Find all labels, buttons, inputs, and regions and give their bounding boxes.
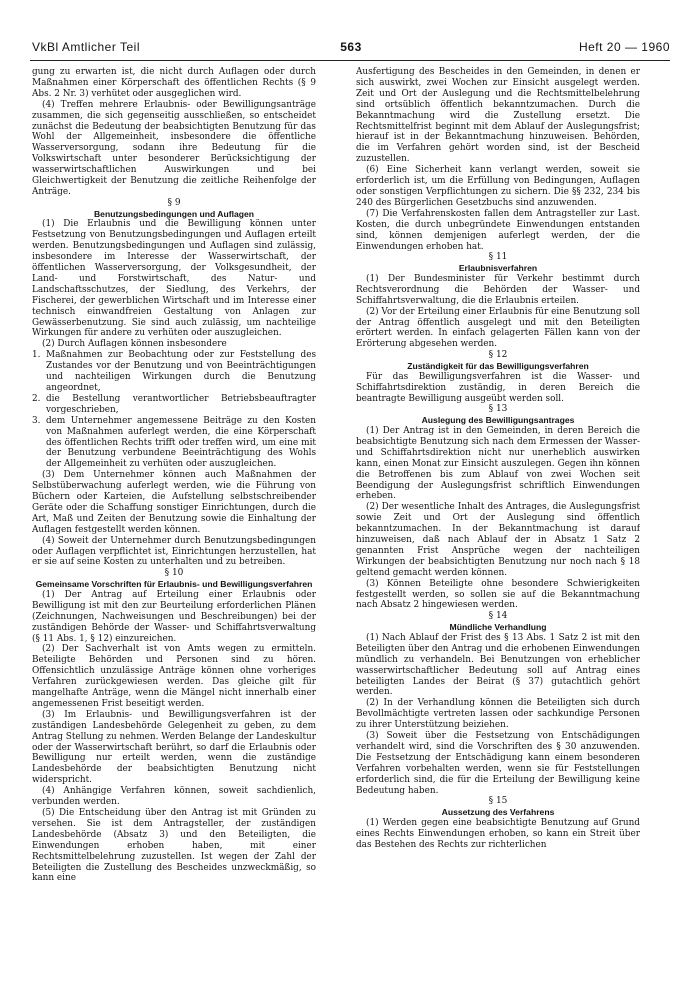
paragraph: (5) Die Entscheidung über den Antrag ist mit Gründen zu versehen. Sie ist dem Antragsteller, der zuständigen Landesbehörde (Absatz 3) und den Beteiligten, die Einwendungen erhoben haben, mit einer Rechtsmittelbelehrung zuzustellen. Ist wegen der Zahl der Beteiligten die Zustellung des Bescheides unzweckmäßig, so kann eine — [32, 808, 316, 884]
section-heading: Erlaubnisverfahren — [458, 263, 538, 274]
section-number: § 9 — [167, 197, 181, 208]
right-column — [356, 67, 640, 992]
paragraph: gung zu erwarten ist, die nicht durch Auflagen oder durch Maßnahmen einer Körperschaft des öffentlichen Rechts (§ 9 Abs. 2 Nr. 3) verhütet oder ausgeglichen wird. — [32, 67, 316, 99]
paragraph: (1) Die Erlaubnis und die Bewilligung können unter Festsetzung von Benutzungsbedingungen und Auflagen erteilt werden. Benutzungsbedingungen und Auflagen sind zulässig, insbesondere im Interesse der Wasserwirtschaft, der öffentlichen Wasserversorgung, der Volksgesundheit, der Land- und Forstwirtschaft, des Natur- und Landschaftsschutzes, der Siedlung, des Verkehrs, der Fischerei, der gewerblichen Wirtschaft und im Interesse einer technisch einwandfreien Gestaltung von Anlagen zur Gewässerbenutzung. Sie sind auch zulässig, um nachteilige Wirkungen für andere zu verhüten oder auszugleichen. — [32, 219, 316, 339]
paragraph: (3) Soweit über die Festsetzung von Entschädigungen verhandelt wird, sind die Vorschriften des § 30 anzuwenden. Die Festsetzung der Entschädigung kann einem besonderen Verfahren vorbehalten werden, wenn sie für Feststellungen erforderlich sind, die für die Erteilung der Bewilligung keine Bedeutung haben. — [356, 731, 640, 796]
paragraph: (2) Durch Auflagen können insbesondere — [42, 339, 227, 350]
list-text: die Bestellung verantwortlicher Betriebsbeauftragter vorgeschrieben, — [46, 393, 316, 415]
section-number: § 11 — [488, 252, 508, 263]
list-number: 3. — [32, 415, 41, 426]
section-heading: Mündliche Verhandlung — [449, 622, 547, 633]
publication-title: VkBl Amtlicher Teil — [32, 40, 140, 54]
section-heading: Gemeinsame Vorschriften für Erlaubnis- und Bewilligungsverfahren — [35, 579, 313, 590]
paragraph: Ausfertigung des Bescheides in den Gemeinden, in denen er sich auswirkt, zwei Wochen zur Einsicht ausgelegt werden. Zeit und Ort der Auslegung und die Rechtsmittelbelehrung sind ortsüblich öffentlich bekanntzumachen. Durch die Bekanntmachung wird die Zustellung ersetzt. Die Rechtsmittelfrist beginnt mit dem Ablauf der Auslegungsfrist; hierauf ist in der Bekanntmachung hinzuweisen. Behörden, die im Verfahren gehört worden sind, ist der Bescheid zuzustellen. — [356, 67, 640, 165]
paragraph: (2) Der wesentliche Inhalt des Antrages, die Auslegungsfrist sowie Zeit und Ort der Auslegung sind öffentlich bekanntzumachen. In der Bekanntmachung ist darauf hinzuweisen, daß nach Ablauf der in Absatz 1 Satz 2 genannten Frist Ansprüche wegen der nachteiligen Wirkungen der beabsichtigten Benutzung nur noch nach § 18 geltend gemacht werden können. — [356, 502, 640, 578]
paragraph: (6) Eine Sicherheit kann verlangt werden, soweit sie erforderlich ist, um die Erfüllung von Bedingungen, Auflagen oder sonstigen Verpflichtungen zu sichern. Die §§ 232, 234 bis 240 des Bürgerlichen Gesetzbuchs sind anzuwenden. — [356, 165, 640, 208]
page-header — [32, 40, 670, 60]
section-heading: Benutzungsbedingungen und Auflagen — [93, 208, 255, 219]
left-column — [32, 67, 316, 992]
section-heading: Aussetzung des Verfahrens — [441, 807, 555, 818]
section-number: § 15 — [488, 796, 508, 807]
page-number: 563 — [340, 40, 362, 54]
list-text: Maßnahmen zur Beobachtung oder zur Feststellung des Zustandes vor der Benutzung und von Beeinträchtigungen und nachteiligen Wirkungen durch die Benutzung angeordnet, — [46, 350, 316, 393]
paragraph: (1) Der Antrag ist in den Gemeinden, in deren Bereich die beabsichtigte Benutzung sich nach dem Ermessen der Wasser- und Schiffahrtsdirektion nicht nur unerheblich auswirken kann, einen Monat zur Einsicht auszulegen. Gegen ihn können die Betroffenen bis zum Ablauf von zwei Wochen seit Beendigung der Auslegungsfrist schriftlich Einwendungen erheben. — [356, 425, 640, 502]
header-rule — [30, 60, 670, 61]
paragraph: Für das Bewilligungsverfahren ist die Wasser- und Schiffahrtsdirektion zuständig, in deren Bereich die beantragte Bewilligung ausgeübt werden soll. — [356, 371, 640, 404]
paragraph: (2) Der Sachverhalt ist von Amts wegen zu ermitteln. Beteiligte Behörden und Personen sind zu hören. Offensichtlich unzulässige Anträge können ohne vorheriges Verfahren zurückgewiesen werden. Das gleiche gilt für mangelhafte Anträge, wenn die Mängel nicht innerhalb einer angemessenen Frist beseitigt werden. — [32, 644, 316, 709]
paragraph: (3) Dem Unternehmer können auch Maßnahmen der Selbstüberwachung auferlegt werden, wie die Führung von Büchern oder Karteien, die Aufstellung selbstschreibender Geräte oder die Schaffung sonstiger Einrichtungen, durch die Art, Maß und Zeiten der Benutzung sowie die Einhaltung der Auflagen festgestellt werden können. — [32, 470, 316, 535]
paragraph: (4) Soweit der Unternehmer durch Benutzungsbedingungen oder Auflagen verpflichtet ist, Einrichtungen herzustellen, hat er sie auf seine Kosten zu unterhalten und zu betreiben. — [32, 535, 316, 568]
section-heading: Auslegung des Bewilligungsantrages — [421, 415, 575, 426]
paragraph: (1) Nach Ablauf der Frist des § 13 Abs. 1 Satz 2 ist mit den Beteiligten über den Antrag und die erhobenen Einwendungen mündlich zu verhandeln. Bei Benutzungen von erheblicher wasserwirtschaftlicher Bedeutung soll auf Antrag eines beteiligten Landes der Beirat (§ 37) gutachtlich gehört werden. — [356, 632, 640, 698]
paragraph: (2) Vor der Erteilung einer Erlaubnis für eine Benutzung soll der Antrag öffentlich ausgelegt und mit den Beteiligten erörtert werden. In einfach gelagerten Fällen kann von der Erörterung abgesehen werden. — [356, 306, 640, 350]
list-number: 2. — [32, 393, 41, 404]
paragraph: (3) Können Beteiligte ohne besondere Schwierigkeiten festgestellt werden, so sollen sie auf die Bekanntmachung nach Absatz 2 hingewiesen werden. — [356, 578, 640, 611]
paragraph: (1) Der Bundesminister für Verkehr bestimmt durch Rechtsverordnung die Behörden der Wasser- und Schiffahrtsverwaltung, die die Erlaubnis erteilen. — [356, 273, 640, 306]
paragraph: (3) Im Erlaubnis- und Bewilligungsverfahren ist der zuständigen Landesbehörde Gelegenheit zu geben, zu dem Antrag Stellung zu nehmen. Werden Belange der Landeskultur oder der Wasserwirtschaft berührt, so darf die Erlaubnis oder Bewilligung nur erteilt werden, wenn die zuständige Landesbehörde der beabsichtigten Benutzung nicht widerspricht. — [32, 709, 316, 786]
section-heading: Zuständigkeit für das Bewilligungsverfahren — [407, 361, 589, 372]
paragraph: (1) Der Antrag auf Erteilung einer Erlaubnis oder Bewilligung ist mit den zur Beurteilung erforderlichen Plänen (Zeichnungen, Nachweisungen und Beschreibungen) bei der zuständigen Behörde der Wasser- und Schiffahrtsverwaltung (§ 11 Abs. 1, § 12) einzureichen. — [32, 589, 316, 644]
issue-label: Heft 20 — 1960 — [578, 40, 670, 54]
paragraph: (1) Werden gegen eine beabsichtigte Benutzung auf Grund eines Rechts Einwendungen erhoben, so kann ein Streit über das Bestehen des Rechts zur richterlichen — [356, 817, 640, 850]
list-text: dem Unternehmer angemessene Beiträge zu den Kosten von Maßnahmen auferlegt werden, die eine Körperschaft des öffentlichen Rechts trifft oder treffen wird, um eine mit der Benutzung verbundene Beeinträchtigung des Wohls der Allgemeinheit zu verhüten oder auszugleichen. — [46, 415, 316, 470]
paragraph: (4) Anhängige Verfahren können, soweit sachdienlich, verbunden werden. — [32, 786, 316, 808]
paragraph: (4) Treffen mehrere Erlaubnis- oder Bewilligungsanträge zusammen, die sich gegenseitig ausschließen, so entscheidet zunächst die Bedeutung der beabsichtigten Benutzung für das Wohl der Allgemeinheit, insbesondere die öffentliche Wasserversorgung, sodann ihre Bedeutung für die Volkswirtschaft unter besonderer Berücksichtigung der wasserwirtschaftlichen Auswirkungen und bei Gleichwertigkeit der Benutzung die zeitliche Reihenfolge der Anträge. — [32, 99, 316, 197]
paragraph: (2) In der Verhandlung können die Beteiligten sich durch Bevollmächtigte vertreten lassen oder sachkundige Personen zu ihrer Unterstützung beiziehen. — [356, 698, 640, 731]
section-number: § 14 — [488, 611, 508, 622]
paragraph: (7) Die Verfahrenskosten fallen dem Antragsteller zur Last. Kosten, die durch unbegründete Einwendungen entstanden sind, können demjenigen auferlegt werden, der die Einwendungen erhoben hat. — [356, 208, 640, 252]
list-item — [32, 350, 316, 394]
section-number: § 12 — [488, 350, 508, 361]
section-number: § 13 — [488, 404, 508, 415]
list-number: 1. — [32, 350, 41, 361]
list-item — [32, 416, 316, 471]
list-item — [32, 394, 316, 416]
section-number: § 10 — [164, 568, 184, 579]
